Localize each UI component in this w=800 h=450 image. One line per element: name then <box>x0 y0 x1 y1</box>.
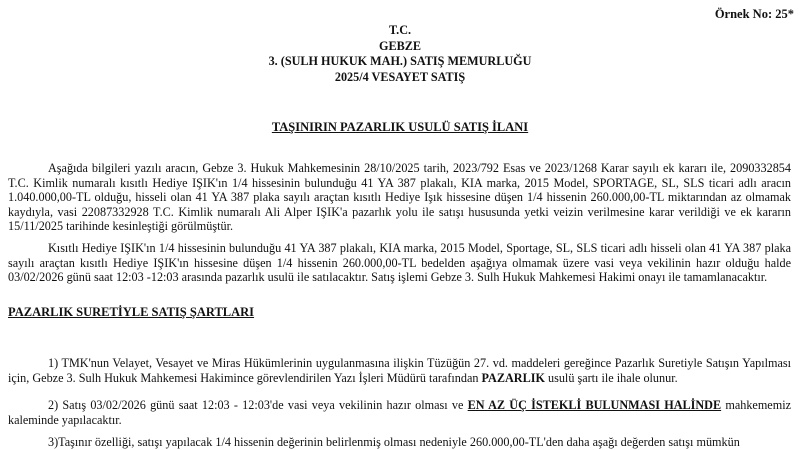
notice-title: TAŞINIRIN PAZARLIK USULÜ SATIŞ İLANI <box>271 120 529 134</box>
condition-1 <box>8 356 791 385</box>
condition-2-end: mahkememiz kaleminde yapılacaktır. <box>8 398 791 427</box>
header-line-city: GEBZE <box>379 38 421 53</box>
header-line-office: 3. (SULH HUKUK MAH.) SATIŞ MEMURLUĞU <box>268 54 532 68</box>
condition-2 <box>8 398 791 427</box>
condition-2-text: 2) Satış 03/02/2026 günü saat 12:03 - 12:03'de vasi veya vekilinin hazır olması ve <box>48 398 468 412</box>
document-header <box>0 23 800 85</box>
paragraph-decision: Aşağıda bilgileri yazılı aracın, Gebze 3. Hukuk Mahkemesinin 28/10/2025 tarih, 2023/792 Esas ve 2023/1268 Karar sayılı ek kararı ile, 2090332854 T.C. Kimlik numaralı kısıtlı Hediye IŞIK'ın 1/4 hissesinin bulunduğu 41 YA 387 plakalı, KIA marka, 2015 Model, SPORTAGE, SL, SLS ticari adlı aracın 1.040.000,00-TL olduğu, hisseli olan 41 YA 387 plaka sayılı araçtan kısıtlı Hediye Işık hissesine düşen 1/4 hissenin 260.000,00-TL miktarından az olmamak kaydıyla, vasi 22087332928 T.C. Kimlik numaralı Ali Alper IŞIK'a pazarlık yolu ile satışı hususunda yetki veizin verilmesine karar verildiği ve ek kararın 15/11/2025 tarihinde kesinleştiği görülmüştür. <box>8 161 791 234</box>
condition-2-emphasis: EN AZ ÜÇ İSTEKLİ BULUNMASI HALİNDE <box>467 398 722 412</box>
header-line-tc: T.C. <box>388 23 412 37</box>
paragraph-sale-details: Kısıtlı Hediye IŞIK'ın 1/4 hissesinin bulunduğu 41 YA 387 plakalı, KIA marka, 2015 Model, Sportage, SL, SLS ticari adlı hisseli olan 41 YA 387 plaka sayılı araçtan kısıtlı Hediye IŞIK'ın hissesine düşen 1/4 hissenin 260.000,00-TL bedelden aşağıya olmamak üzere vasi veya vekilinin hazır olduğu halde 03/02/2026 günü saat 12:03 -12:03 arasında pazarlık usulü ile satılacaktır. Satış işlemi Gebze 3. Sulh Hukuk Mahkemesi Hakimi onayı ile tamamlanacaktır. <box>8 241 791 285</box>
condition-3: 3)Taşınır özelliği, satışı yapılacak 1/4 hissenin değerinin belirlenmiş olması nedeniyle 260.000,00-TL'den daha aşağı değerden satışı mümkün <box>48 435 740 449</box>
sample-number: Örnek No: 25* <box>714 7 794 21</box>
condition-1-end: usulü şartı ile ihale olunur. <box>544 370 678 385</box>
condition-1-text: 1) TMK'nun Velayet, Vesayet ve Miras Hükümlerinin uygulanmasına ilişkin Tüzüğün 27. vd. maddeleri gereğince Pazarlık Suretiyle Satışın Yapılması için, Gebze 3. Sulh Hukuk Mahkemesi Hakimince görevlendirilen Yazı İşleri Müdürü tarafından <box>8 356 791 385</box>
condition-1-bold: PAZARLIK <box>481 370 545 385</box>
header-line-case: 2025/4 VESAYET SATIŞ <box>334 69 466 84</box>
conditions-heading: PAZARLIK SURETİYLE SATIŞ ŞARTLARI <box>8 305 255 319</box>
